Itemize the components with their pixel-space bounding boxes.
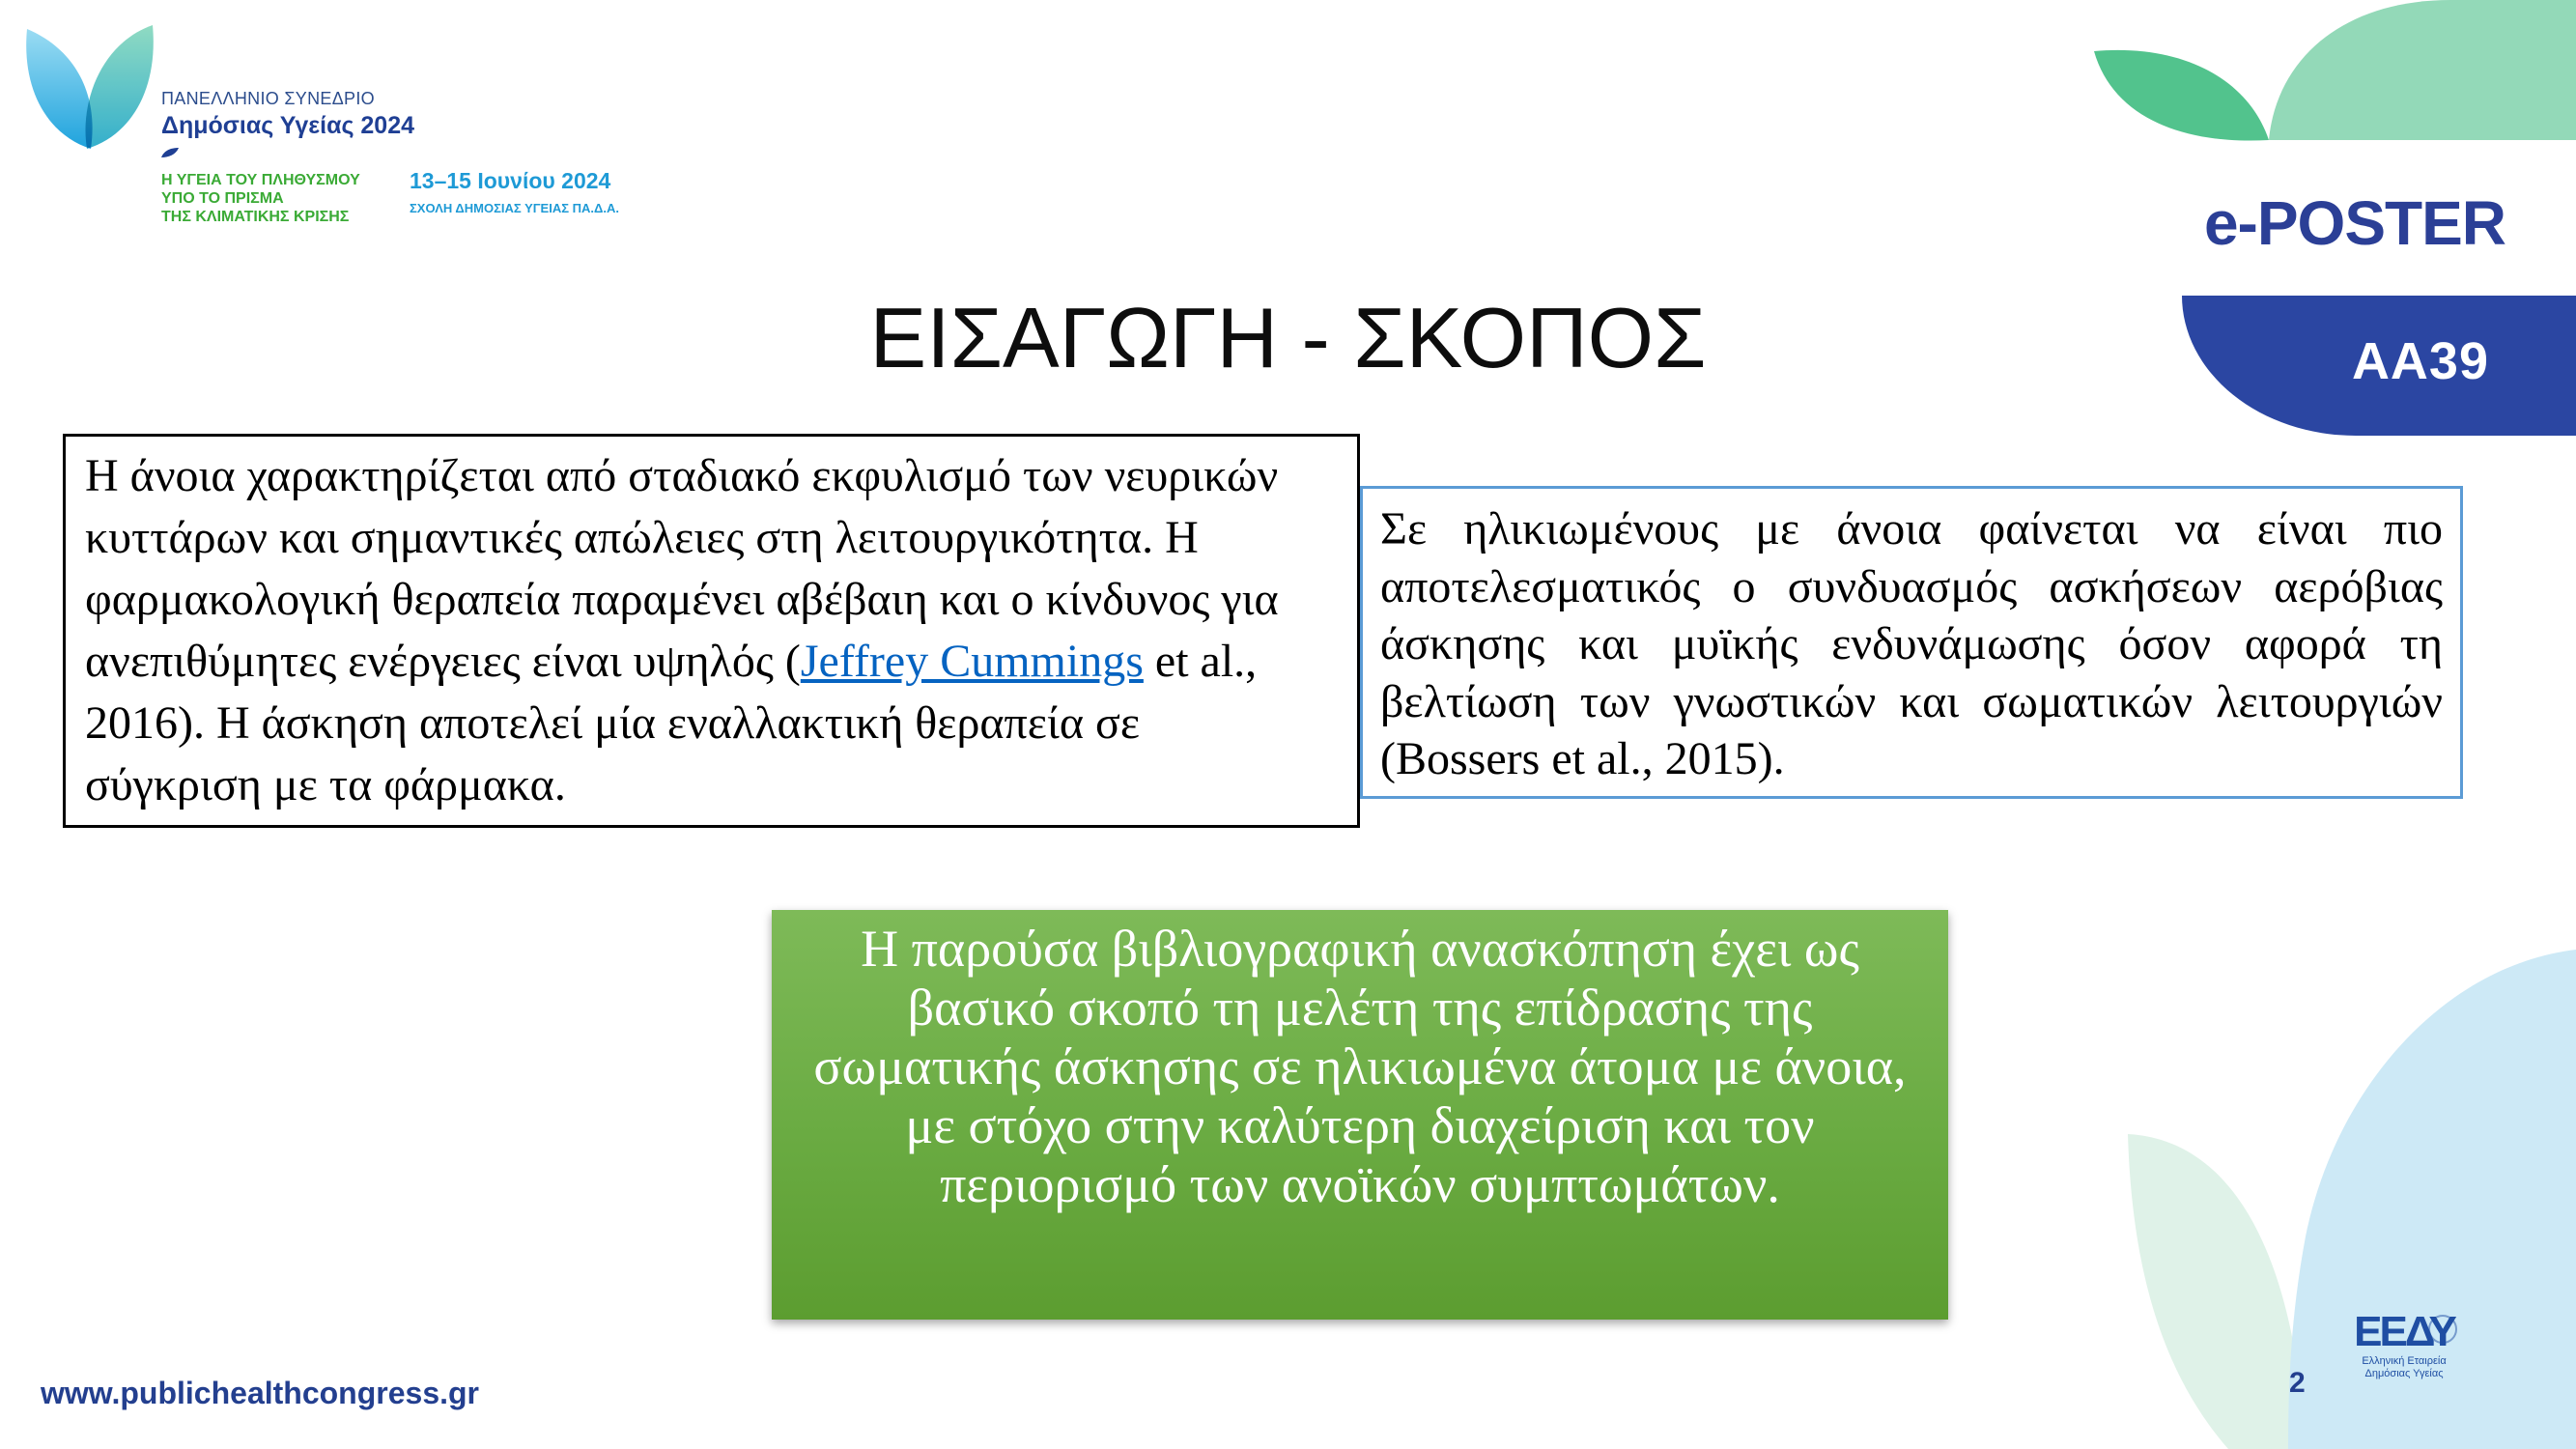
conference-venue: ΣΧΟΛΗ ΔΗΜΟΣΙΑΣ ΥΓΕΙΑΣ ΠΑ.Δ.Α. xyxy=(410,201,619,215)
evidence-text-box xyxy=(1360,486,2463,799)
dark-green-leaf xyxy=(2094,50,2269,141)
intro-text-box xyxy=(63,434,1360,828)
top-right-leaves-decoration xyxy=(2093,0,2576,145)
intro-line-text: ανεπιθύμητες ενέργειες είναι υψηλός ( xyxy=(85,636,801,687)
aim-line: περιορισμό των ανοϊκών συμπτωμάτων. xyxy=(940,1155,1780,1213)
citation-link[interactable]: Jeffrey Cummings xyxy=(800,636,1144,687)
conference-theme-line: ΥΠΟ ΤΟ ΠΡΙΣΜΑ xyxy=(161,190,284,207)
intro-line-with-citation xyxy=(85,631,1338,693)
evidence-line: Σε ηλικιωμένους με άνοια φαίνεται να είναι πιο xyxy=(1380,503,2443,554)
aim-line: Η παρούσα βιβλιογραφική ανασκόπηση έχει ως xyxy=(861,920,1859,978)
intro-line: σύγκριση με τα φάρμακα. xyxy=(85,759,566,810)
aim-text-box xyxy=(772,910,1948,1320)
logo-leaf-mark-icon xyxy=(160,147,180,158)
conference-label: ΠΑΝΕΛΛΗΝΙΟ ΣΥΝΕΔΡΙΟ xyxy=(161,89,375,108)
conference-theme xyxy=(161,171,360,226)
conference-name: Δημόσιας Υγείας 2024 xyxy=(161,112,415,139)
aim-line: με στόχο στην καλύτερη διαχείριση και τον xyxy=(905,1096,1815,1154)
evidence-line: αποτελεσματικός ο συνδυασμός ασκήσεων αερόβιας xyxy=(1380,560,2443,612)
poster-code: AA39 xyxy=(2351,332,2489,390)
eposter-label: e-POSTER xyxy=(2203,188,2505,258)
conference-dates: 13–15 Ιουνίου 2024 xyxy=(410,168,611,193)
conference-theme-line: ΤΗΣ ΚΛΙΜΑΤΙΚΗΣ ΚΡΙΣΗΣ xyxy=(161,209,350,225)
logo-left-leaf xyxy=(26,29,92,149)
conference-theme-line: Η ΥΓΕΙΑ ΤΟΥ ΠΛΗΘΥΣΜΟΥ xyxy=(161,172,360,188)
conference-logo-leaves-icon xyxy=(23,21,155,151)
page-number: 2 xyxy=(2289,1367,2306,1399)
aim-line: σωματικής άσκησης σε ηλικιωμένα άτομα με άνοια, xyxy=(813,1037,1907,1095)
congress-website: www.publichealthcongress.gr xyxy=(41,1376,479,1410)
society-logo xyxy=(2347,1309,2461,1384)
evidence-line: άσκησης και μυϊκής ενδυνάμωσης όσον αφορά τη xyxy=(1380,618,2443,669)
intro-line: κυττάρων και σημαντικές απώλειες στη λειτουργικότητα. Η xyxy=(85,512,1199,563)
evidence-line: (Bossers et al., 2015). xyxy=(1380,733,1785,784)
intro-line-text: et al., xyxy=(1143,636,1258,687)
light-green-leaf xyxy=(2269,0,2576,140)
society-name-line: Ελληνική Εταιρεία xyxy=(2362,1355,2447,1367)
logo-right-leaf xyxy=(85,25,153,149)
intro-line: Η άνοια χαρακτηρίζεται από σταδιακό εκφυλισμό των νευρικών xyxy=(85,450,1279,501)
evidence-line: βελτίωση των γνωστικών και σωματικών λειτουργιών xyxy=(1380,675,2443,727)
society-acronym-text: ΕΕΔΥ xyxy=(2354,1308,2454,1355)
intro-line: 2016). Η άσκηση αποτελεί μία εναλλακτική θεραπεία σε xyxy=(85,697,1141,749)
aim-line: βασικό σκοπό τη μελέτη της επίδρασης της xyxy=(907,979,1813,1037)
society-name-line: Δημόσιας Υγείας xyxy=(2364,1368,2444,1379)
society-acronym xyxy=(2347,1309,2461,1355)
globe-icon xyxy=(2428,1315,2457,1344)
slide-title: ΕΙΣΑΓΩΓΗ - ΣΚΟΠΟΣ xyxy=(869,290,1707,385)
pale-green-leaf xyxy=(2128,1134,2306,1449)
intro-line: φαρμακολογική θεραπεία παραμένει αβέβαιη και ο κίνδυνος για xyxy=(85,574,1279,625)
